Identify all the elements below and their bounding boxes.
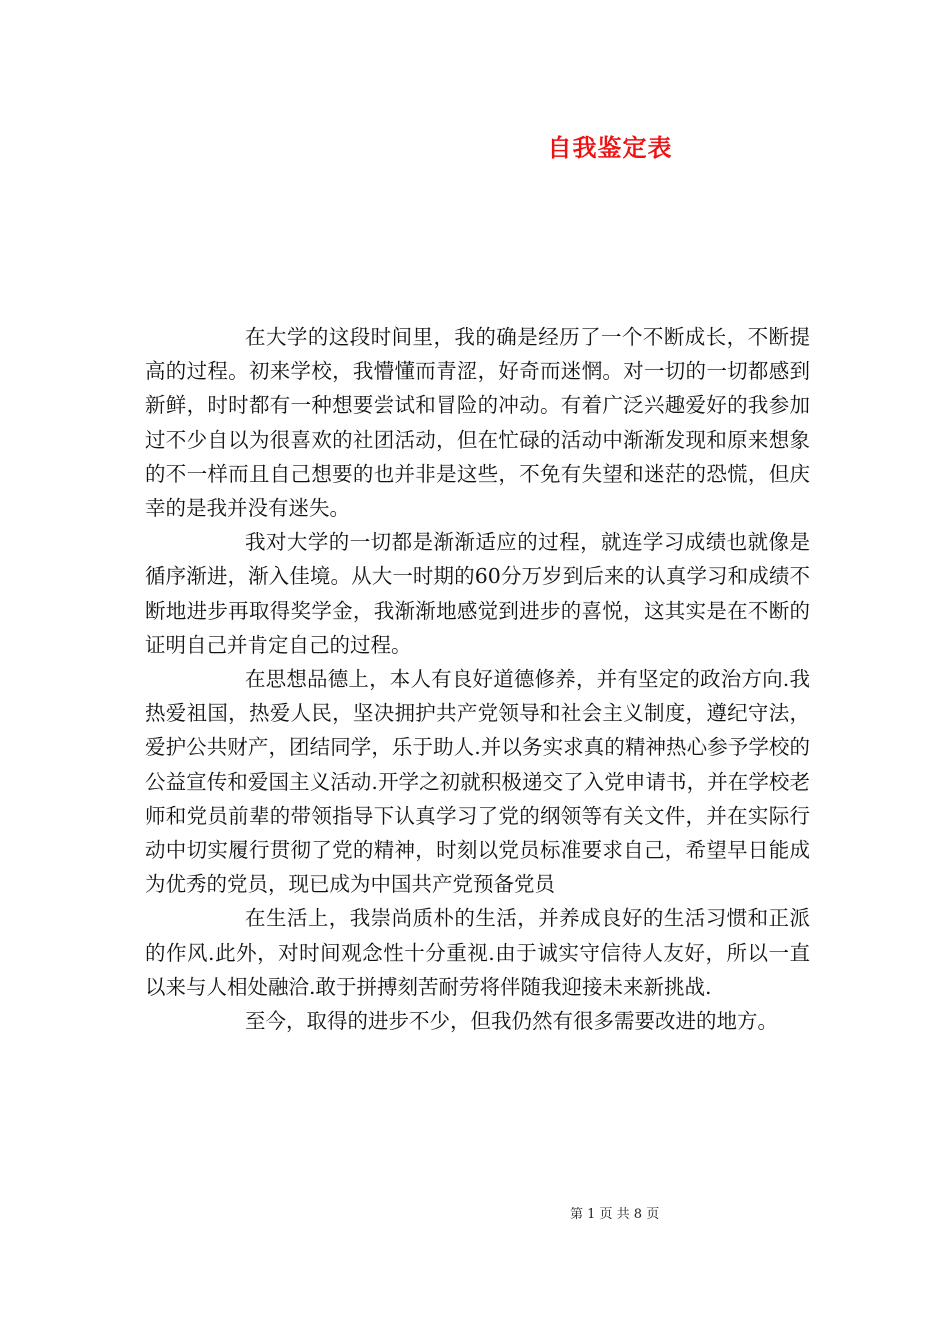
page-number-footer: 第 1 页 共 8 页 — [570, 1207, 660, 1222]
paragraph-3: 在思想品德上，本人有良好道德修养，并有坚定的政治方向.我热爱祖国，热爱人民，坚决拥护共产党领导和社会主义制度，遵纪守法，爱护公共财产，团结同学，乐于助人.并以务实求真的精神热心参予学校的公益宣传和爱国主义活动.开学之初就积极递交了入党申请书，并在学校老师和党员前辈的带领指导下认真学习了党的纲领等有关文件，并在实际行动中切实履行贯彻了党的精神，时刻以党员标准要求自己，希望早日能成为优秀的党员，现已成为中国共产党预备党员 — [145, 667, 810, 897]
document-body — [145, 320, 810, 1038]
document-title: 自我鉴定表 — [547, 133, 673, 162]
paragraph-5: 至今，取得的进步不少，但我仍然有很多需要改进的地方。 — [245, 1009, 778, 1034]
paragraph-4: 在生活上，我崇尚质朴的生活，并养成良好的生活习惯和正派的作风.此外，对时间观念性十分重视.由于诚实守信待人友好，所以一直以来与人相处融洽.敢于拼搏刻苦耐劳将伴随我迎接未来新挑战. — [145, 906, 810, 999]
paragraph-2: 我对大学的一切都是渐渐适应的过程，就连学习成绩也就像是循序渐进，渐入佳境。从大一时期的60分万岁到后来的认真学习和成绩不断地进步再取得奖学金，我渐渐地感觉到进步的喜悦，这其实是在不断的证明自己并肯定自己的过程。 — [145, 530, 810, 657]
paragraph-1: 在大学的这段时间里，我的确是经历了一个不断成长，不断提高的过程。初来学校，我懵懂而青涩，好奇而迷惘。对一切的一切都感到新鲜，时时都有一种想要尝试和冒险的冲动。有着广泛兴趣爱好的我参加过不少自以为很喜欢的社团活动，但在忙碌的活动中渐渐发现和原来想象的不一样而且自己想要的也并非是这些，不免有失望和迷茫的恐慌，但庆幸的是我并没有迷失。 — [145, 325, 810, 521]
